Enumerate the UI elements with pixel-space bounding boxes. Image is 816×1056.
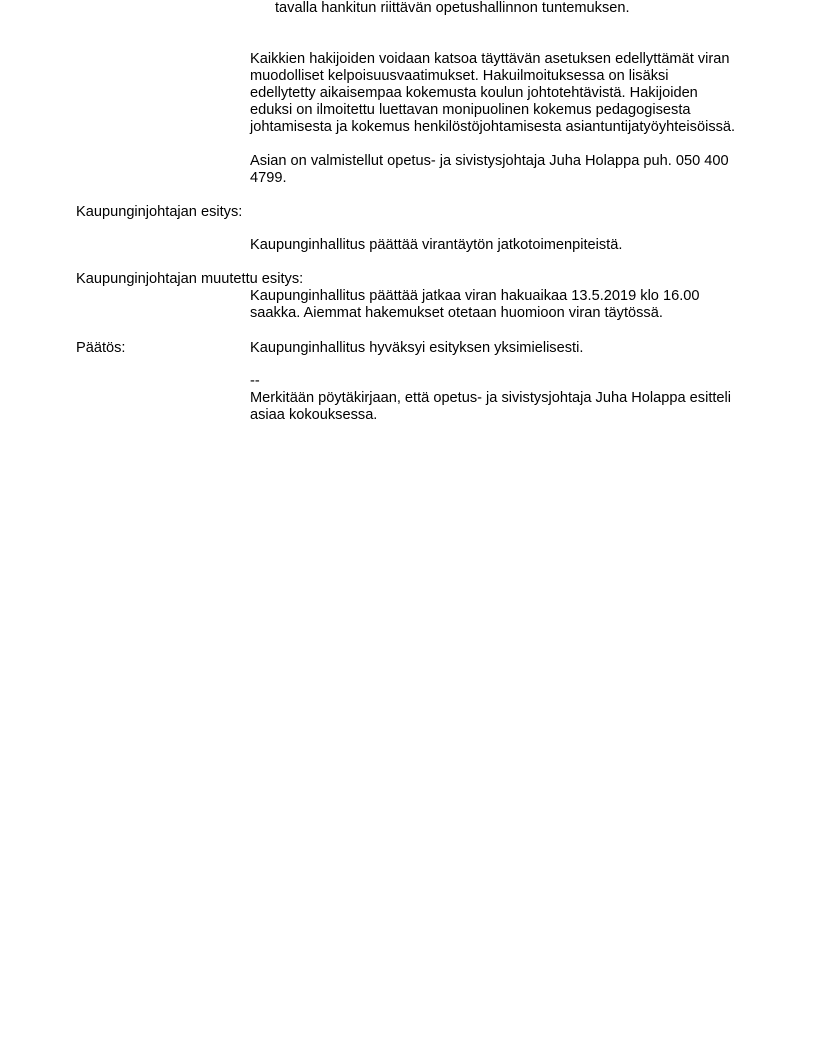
mayor-proposal-text: Kaupunginhallitus päättää virantäytön jatkotoimenpiteistä.	[250, 237, 623, 253]
paragraph-line: johtamisesta ja kokemus henkilöstöjohtamisesta asiantuntijatyöyhteisöissä.	[250, 119, 736, 135]
paragraph-line: Merkitään pöytäkirjaan, että opetus- ja sivistysjohtaja Juha Holappa esitteli	[250, 390, 732, 406]
paragraph-line: Asian on valmistellut opetus- ja sivistysjohtaja Juha Holappa puh. 050 400	[250, 153, 729, 169]
paragraph-line: eduksi on ilmoitettu luettavan monipuolinen kokemus pedagogisesta	[250, 102, 691, 118]
eligibility-paragraph	[250, 51, 735, 136]
paragraph-line: Kaikkien hakijoiden voidaan katsoa täyttävän asetuksen edellyttämät viran	[250, 51, 730, 67]
mayor-proposal-label: Kaupunginjohtajan esitys:	[76, 204, 243, 220]
paragraph-line: 4799.	[250, 170, 287, 186]
amended-proposal-text	[250, 288, 700, 322]
paragraph-line: edellytetty aikaisempaa kokemusta koulun johtotehtävistä. Hakijoiden	[250, 85, 698, 101]
decision-label: Päätös:	[76, 340, 126, 356]
paragraph-line: saakka. Aiemmat hakemukset otetaan huomioon viran täytössä.	[250, 305, 663, 321]
continuation-line: tavalla hankitun riittävän opetushallinnon tuntemuksen.	[275, 0, 630, 16]
paragraph-line: Kaupunginhallitus päättää jatkaa viran hakuaikaa 13.5.2019 klo 16.00	[250, 288, 700, 304]
separator: --	[250, 373, 260, 389]
paragraph-line: asiaa kokouksessa.	[250, 407, 378, 423]
minutes-note	[250, 373, 731, 424]
preparer-paragraph	[250, 153, 729, 187]
paragraph-line: muodolliset kelpoisuusvaatimukset. Hakuilmoituksessa on lisäksi	[250, 68, 669, 84]
decision-text: Kaupunginhallitus hyväksyi esityksen yksimielisesti.	[250, 340, 584, 356]
amended-proposal-label: Kaupunginjohtajan muutettu esitys:	[76, 271, 304, 287]
